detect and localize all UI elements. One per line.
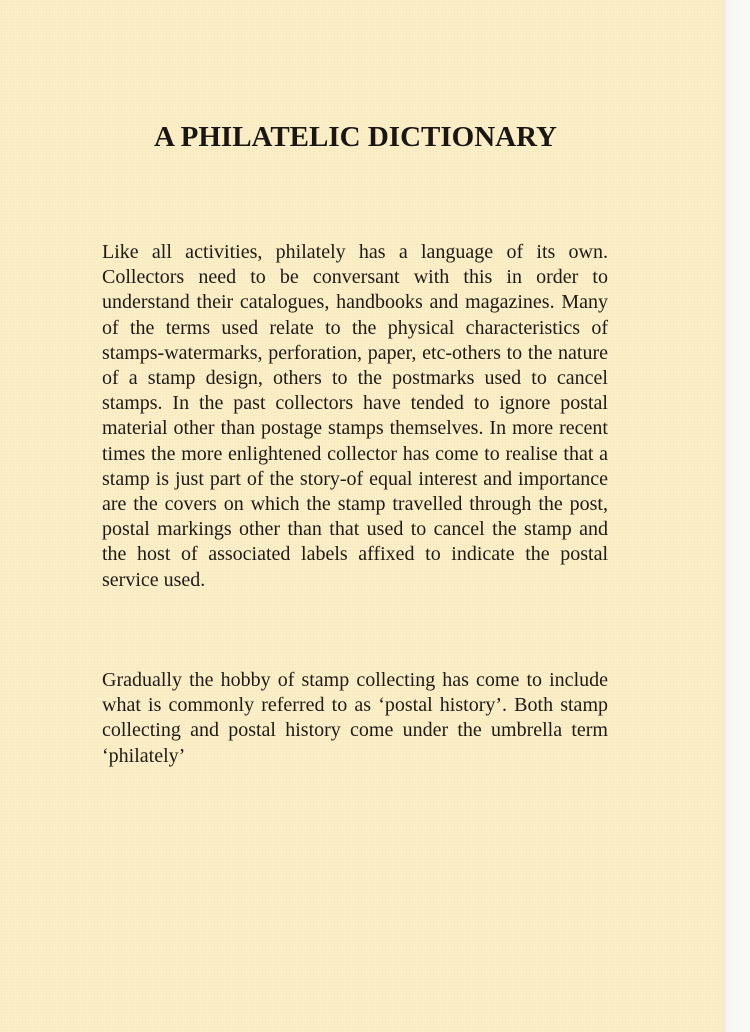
postal-history-paragraph: Gradually the hobby of stamp collecting has come to include what is commonly referred to as ‘postal history’. Both stamp collecting and postal history come under the umbrella term ‘philately’ xyxy=(102,669,608,767)
scan-margin xyxy=(723,0,750,1032)
intro-paragraph: Like all activities, philately has a language of its own. Collectors need to be conversant with this in order to understand their catalogues, handbooks and magazines. Many of the terms used relate to the physical characteristics of stamps-watermarks, perforation, paper, etc-others to the nature of a stamp design, others to the postmarks used to cancel stamps. In the past collectors have tended to ignore postal material other than postage stamps themselves. In more recent times the more enlightened collector has come to realise that a stamp is just part of the story-of equal interest and importance are the covers on which the stamp travelled through the post, postal markings other than that used to cancel the stamp and the host of associated labels affixed to indicate the postal service used. xyxy=(102,241,608,591)
document-title: A PHILATELIC DICTIONARY xyxy=(154,121,557,153)
